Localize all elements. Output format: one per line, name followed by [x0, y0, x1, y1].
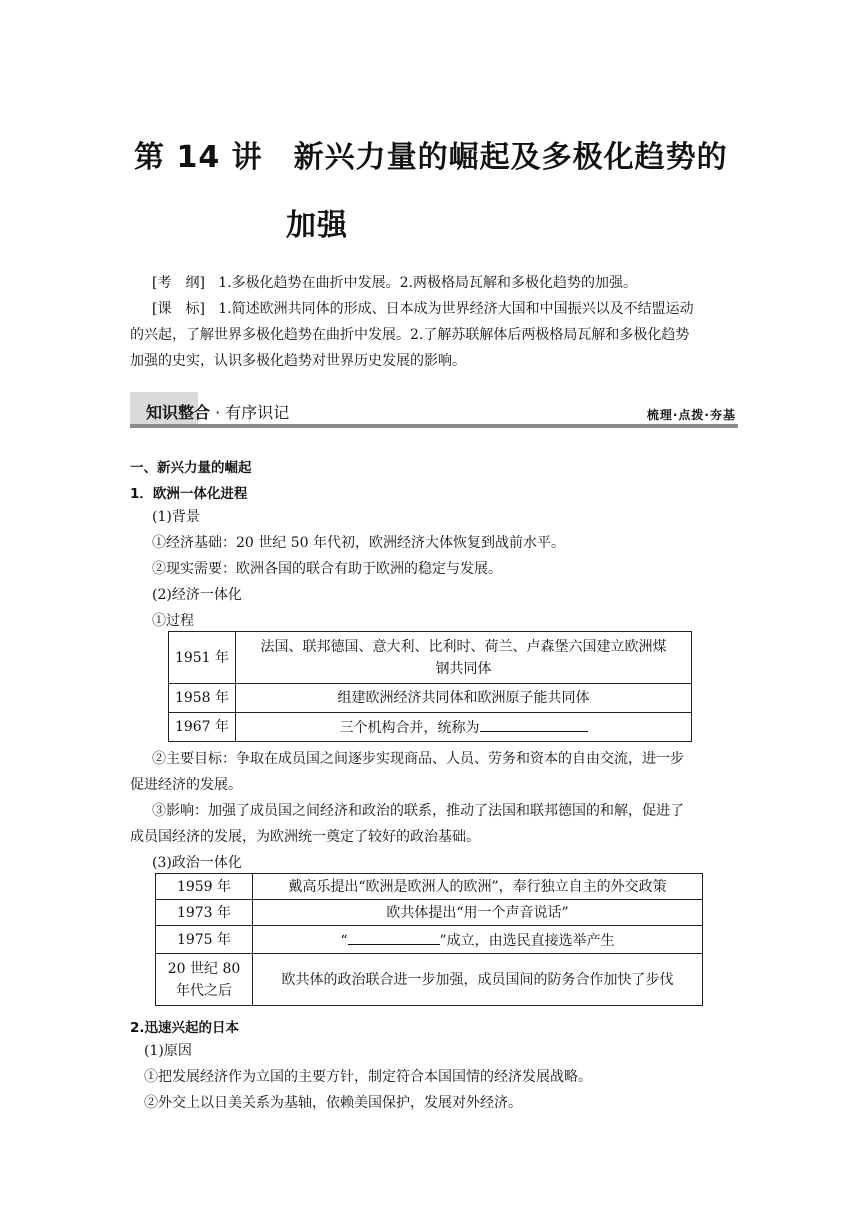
table-cell-event: 欧共体的政治联合进一步加强，成员国间的防务合作加快了步伐	[253, 954, 703, 1006]
kaogang-text: 1.多极化趋势在曲折中发展。2.两极格局瓦解和多极化趋势的加强。	[218, 275, 638, 291]
table-cell-event	[236, 713, 692, 742]
page-title-line2: 加强	[286, 208, 348, 243]
section1-sub1: 1．欧洲一体化进程	[130, 486, 248, 502]
table-cell-event: 组建欧洲经济共同体和欧洲原子能共同体	[236, 684, 692, 713]
banner-bold: 知识整合	[146, 403, 211, 422]
political-table	[155, 873, 703, 1006]
table-row	[169, 684, 692, 713]
table-row	[156, 954, 703, 1006]
table-row	[169, 632, 692, 684]
reason-label: (1)原因	[144, 1043, 192, 1059]
kaogang-line	[152, 270, 637, 296]
table-cell-year: 1975 年	[156, 926, 253, 954]
impact-line-1: ③影响：加强了成员国之间经济和政治的联系，推动了法国和联邦德国的和解，促进了	[152, 803, 684, 819]
event-text-pre: “	[340, 932, 348, 949]
background-item-2: ②现实需要：欧洲各国的联合有助于欧洲的稳定与发展。	[152, 561, 502, 577]
table-cell-event: 戴高乐提出“欧洲是欧洲人的欧洲”，奉行独立自主的外交政策	[253, 874, 703, 900]
reason-item-2: ②外交上以日美关系为基轴，依赖美国保护，发展对外经济。	[144, 1095, 522, 1111]
table-cell-year: 1958 年	[169, 684, 236, 713]
section2-heading: 2.迅速兴起的日本	[130, 1020, 240, 1036]
event-text-post: ”成立，由选民直接选举产生	[439, 932, 615, 949]
table-row	[169, 713, 692, 742]
event-line: 法国、联邦德国、意大利、比利时、荷兰、卢森堡六国建立欧洲煤	[260, 638, 667, 655]
banner-rule	[130, 424, 738, 428]
econ-integration-label: (2)经济一体化	[152, 587, 242, 603]
table-row	[156, 874, 703, 900]
political-integration-label: (3)政治一体化	[152, 855, 242, 871]
goal-line-2: 促进经济的发展。	[130, 777, 242, 793]
kebiao-line2: 的兴起，了解世界多极化趋势在曲折中发展。2.了解苏联解体后两极格局瓦解和多极化趋势	[130, 327, 690, 343]
section-banner	[130, 392, 738, 428]
background-label: (1)背景	[152, 509, 200, 525]
table-cell-year	[156, 954, 253, 1006]
table-row	[156, 900, 703, 926]
goal-line-1: ②主要目标：争取在成员国之间逐步实现商品、人员、劳务和资本的自由交流，进一步	[152, 751, 684, 767]
kebiao-tag: [课 标]	[152, 301, 205, 317]
answer-blank[interactable]	[348, 928, 440, 945]
banner-light: 有序识记	[225, 403, 290, 422]
banner-sep: ·	[210, 403, 226, 422]
econ-table	[168, 631, 692, 742]
table-cell-year: 1959 年	[156, 874, 253, 900]
event-line: 钢共同体	[435, 660, 492, 677]
section1-heading: 一、新兴力量的崛起	[130, 460, 252, 476]
table-cell-year: 1951 年	[169, 632, 236, 684]
answer-blank[interactable]	[480, 715, 588, 732]
banner-label	[146, 400, 289, 423]
table-cell-event	[236, 632, 692, 684]
kebiao-text-1: 1.简述欧洲共同体的形成、日本成为世界经济大国和中国振兴以及不结盟运动	[218, 301, 694, 317]
table-cell-year: 1967 年	[169, 713, 236, 742]
page-title-line1: 第 14 讲 新兴力量的崛起及多极化趋势的	[134, 140, 728, 175]
process-label: ①过程	[152, 613, 194, 629]
background-item-1: ①经济基础：20 世纪 50 年代初，欧洲经济大体恢复到战前水平。	[152, 535, 565, 551]
impact-line-2: 成员国经济的发展，为欧洲统一奠定了较好的政治基础。	[130, 829, 480, 845]
table-cell-event	[253, 926, 703, 954]
kaogang-tag: [考 纲]	[152, 275, 205, 291]
year-line: 年代之后	[176, 982, 232, 999]
event-text: 三个机构合并，统称为	[339, 720, 480, 736]
kebiao-line3: 加强的史实，认识多极化趋势对世界历史发展的影响。	[130, 353, 466, 369]
kebiao-line1	[152, 296, 694, 322]
table-cell-year: 1973 年	[156, 900, 253, 926]
banner-right-text: 梳理·点拨·夯基	[646, 408, 736, 422]
reason-item-1: ①把发展经济作为立国的主要方针，制定符合本国国情的经济发展战略。	[144, 1069, 592, 1085]
table-row	[156, 926, 703, 954]
table-cell-event: 欧共体提出“用一个声音说话”	[253, 900, 703, 926]
year-line: 20 世纪 80	[167, 960, 241, 977]
